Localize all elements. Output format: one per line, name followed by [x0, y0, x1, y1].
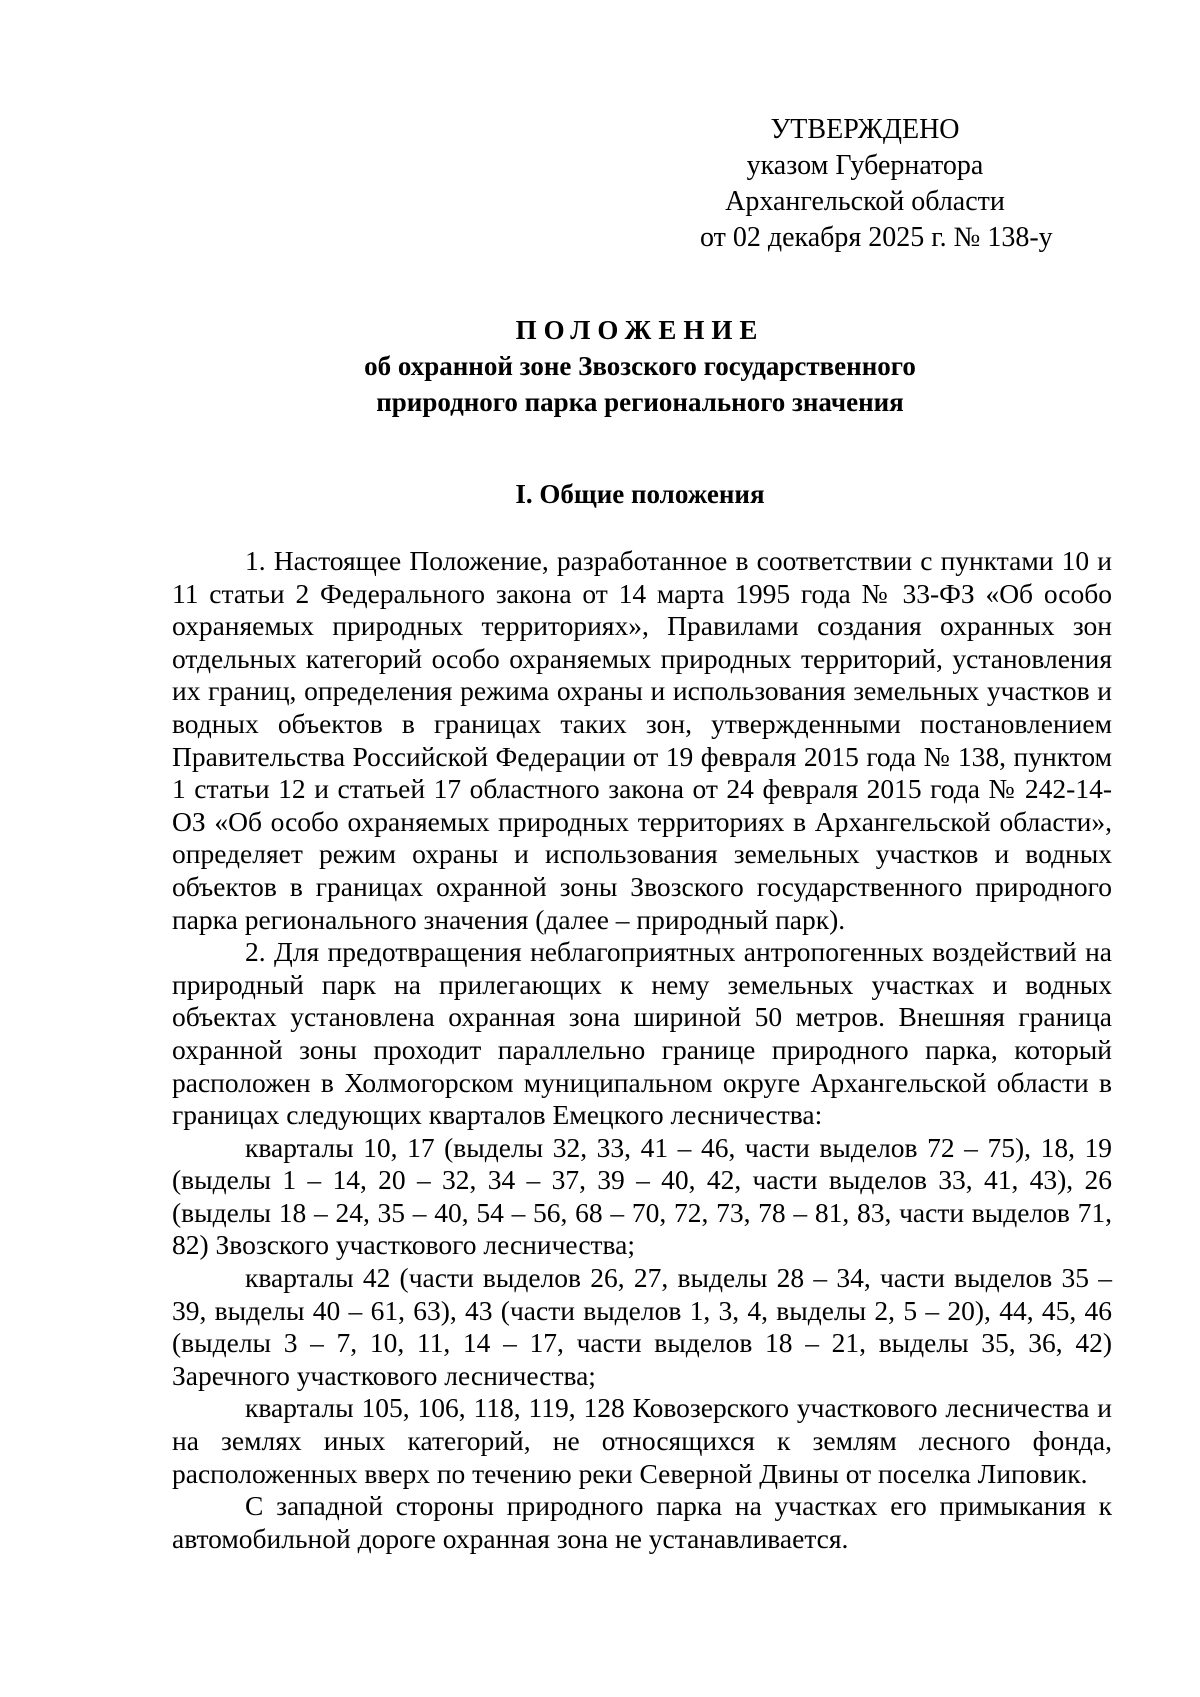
document-body — [172, 545, 1112, 1555]
document-title: ПОЛОЖЕНИЕ — [515, 315, 765, 345]
paragraph-quarters-zvozskoe: кварталы 10, 17 (выделы 32, 33, 41 – 46, части выделов 72 – 75), 18, 19 (выделы 1 – 14, 20 – 32, 34 – 37, 39 – 40, 42, части выделов 33, 41, 43), 26 (выделы 18 – 24, 35 – 40, 54 – 56, 68 – 70, 72, 73, 78 – 81, 83, части выделов 71, 82) Звозского участкового лесничества; — [172, 1131, 1112, 1261]
paragraph-western-side: С западной стороны природного парка на участках его примыкания к автомобильной дороге охранная зона не устанавливается. — [172, 1490, 1112, 1554]
approval-date-number: от 02 декабря 2025 г. № 138-у — [700, 222, 1053, 253]
approval-title: УТВЕРЖДЕНО — [770, 114, 960, 145]
approval-stamp — [700, 112, 1053, 256]
paragraph-1: 1. Настоящее Положение, разработанное в соответствии с пунктами 10 и 11 статьи 2 Федерального закона от 14 марта 1995 года № 33-ФЗ «Об особо охраняемых природных территориях», Правилами создания охранных зон отдельных категорий особо охраняемых природных территорий, установления их границ, определения режима охраны и использования земельных участков и водных объектов в границах таких зон, утвержденными постановлением Правительства Российской Федерации от 19 февраля 2015 года № 138, пунктом 1 статьи 12 и статьей 17 областного закона от 24 февраля 2015 года № 242-14-ОЗ «Об особо охраняемых природных территориях в Архангельской области», определяет режим охраны и использования земельных участков и водных объектов в границах охранной зоны Звозского государственного природного парка регионального значения (далее – природный парк). — [172, 545, 1112, 935]
document-subtitle-line-1: об охранной зоне Звозского государственного — [364, 351, 916, 381]
document-subtitle-line-2: природного парка регионального значения — [376, 387, 904, 417]
approval-region: Архангельской области — [725, 186, 1005, 217]
approval-authority: указом Губернатора — [746, 150, 984, 181]
section-heading: I. Общие положения — [515, 479, 765, 509]
document-title-block — [170, 312, 1110, 420]
paragraph-quarters-kovozerskoe: кварталы 105, 106, 118, 119, 128 Ковозерского участкового лесничества и на землях иных категорий, не относящихся к землям лесного фонда, расположенных вверх по течению реки Северной Двины от поселка Липовик. — [172, 1392, 1112, 1489]
paragraph-2: 2. Для предотвращения неблагоприятных антропогенных воздействий на природный парк на прилегающих к нему земельных участках и водных объектах установлена охранная зона шириной 50 метров. Внешняя граница охранной зоны проходит параллельно границе природного парка, который расположен в Холмогорском муниципальном округе Архангельской области в границах следующих кварталов Емецкого лесничества: — [172, 936, 1112, 1131]
paragraph-quarters-zarechnoe: кварталы 42 (части выделов 26, 27, выделы 28 – 34, части выделов 35 – 39, выделы 40 – 61, 63), 43 (части выделов 1, 3, 4, выделы 2, 5 – 20), 44, 45, 46 (выделы 3 – 7, 10, 11, 14 – 17, части выделов 18 – 21, выделы 35, 36, 42) Заречного участкового лесничества; — [172, 1262, 1112, 1391]
